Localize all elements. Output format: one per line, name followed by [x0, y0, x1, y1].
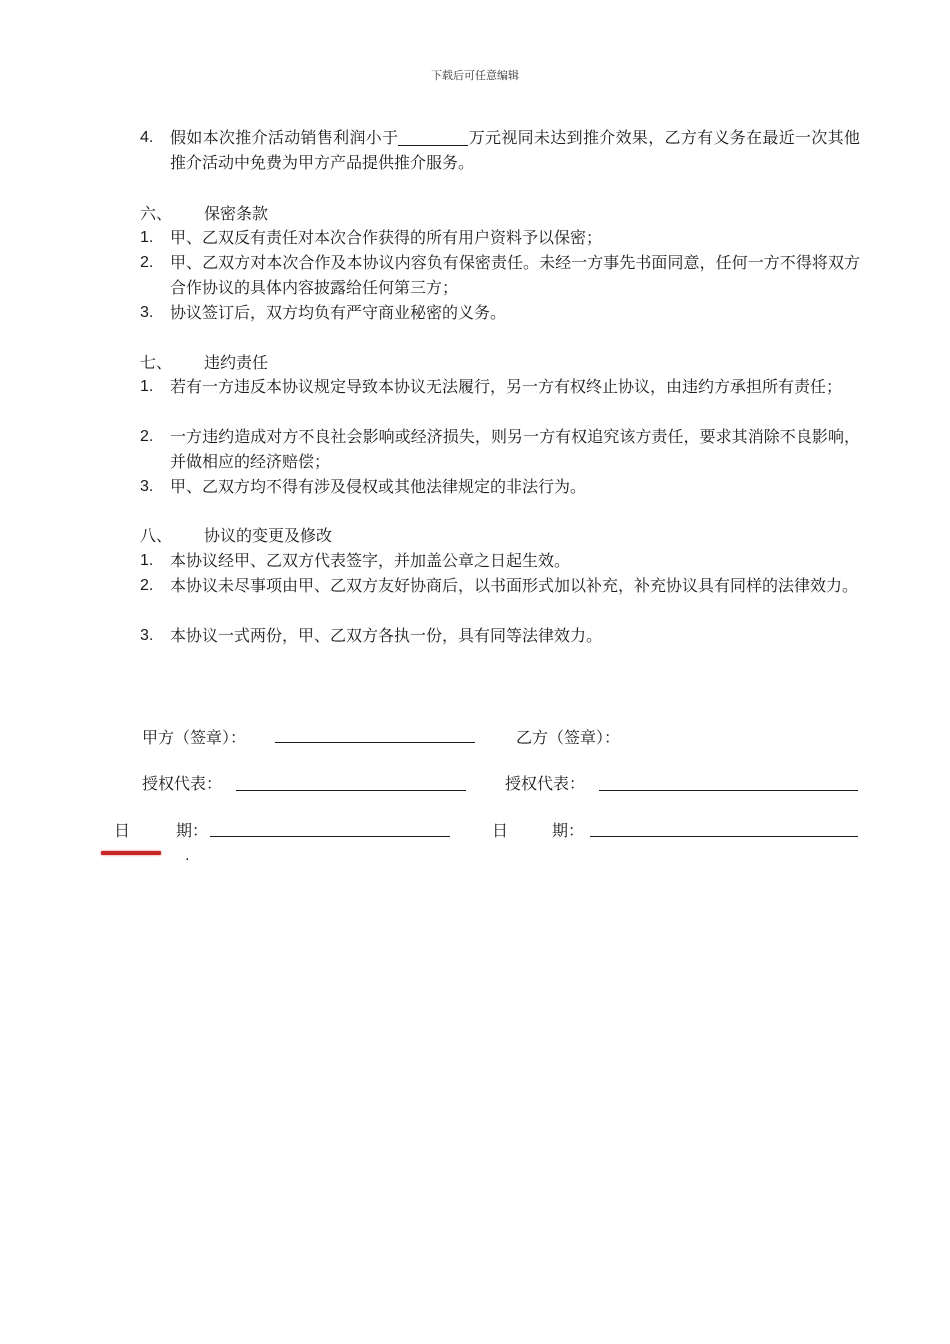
page-header: 下载后可任意编辑	[431, 69, 519, 82]
party-b-date-label-2: 期：	[552, 821, 585, 840]
party-b-seal-label: 乙方（签章）：	[516, 728, 621, 747]
section-heading	[140, 201, 268, 226]
party-a-date-label-1: 日	[114, 821, 131, 840]
list-item: 1. 本协议经甲、乙双方代表签字，并加盖公章之日起生效。	[140, 551, 571, 570]
section-heading	[140, 350, 268, 375]
list-item: 1. 若有一方违反本协议规定导致本协议无法履行，另一方有权终止协议，由违约方承担所有责任；	[140, 377, 843, 396]
party-a-date-line[interactable]	[210, 836, 450, 837]
list-item: 2. 一方违约造成对方不良社会影响或经济损失，则另一方有权追究该方责任，要求其消除不良影响，并做相应的经济赔偿；	[140, 427, 860, 471]
section-number: 六、	[140, 204, 173, 223]
list-item: 1. 甲、乙双反有责任对本次合作获得的所有用户资料予以保密；	[140, 228, 603, 247]
party-a-seal-line[interactable]	[275, 742, 475, 743]
list-item: 2. 本协议未尽事项由甲、乙双方友好协商后，以书面形式加以补充，补充协议具有同样的法律效力。	[140, 576, 859, 595]
party-a-seal-label: 甲方（签章）：	[142, 728, 247, 747]
list-item: 3. 甲、乙双方均不得有涉及侵权或其他法律规定的非法行为。	[140, 477, 587, 496]
party-b-rep-label: 授权代表：	[505, 774, 586, 793]
section-number: 七、	[140, 353, 173, 372]
party-a-rep-label: 授权代表：	[142, 774, 223, 793]
item-text: 假如本次推介活动销售利润小于 万元视同未达到推介效果，乙方有义务在最近一次其他推介活动中免费为甲方产品提供推介服务。	[170, 128, 860, 172]
list-item	[140, 125, 860, 175]
party-a-date-label-2: 期：	[176, 821, 209, 840]
section-title: 保密条款	[204, 204, 269, 223]
item-number: 4.	[140, 129, 154, 146]
party-b-date-line[interactable]	[590, 836, 858, 837]
list-item: 3. 本协议一式两份，甲、乙双方各执一份，具有同等法律效力。	[140, 626, 603, 645]
fill-blank	[398, 127, 468, 146]
section-title: 违约责任	[204, 353, 269, 372]
section-number: 八、	[140, 526, 173, 545]
party-b-rep-line[interactable]	[599, 790, 858, 791]
list-item: 3. 协议签订后，双方均负有严守商业秘密的义务。	[140, 303, 507, 322]
section-title: 协议的变更及修改	[204, 526, 333, 545]
red-mark	[101, 851, 161, 855]
party-b-date-label-1: 日	[492, 821, 509, 840]
section-heading	[140, 523, 332, 548]
trailing-dot: .	[185, 848, 190, 864]
party-a-rep-line[interactable]	[236, 790, 466, 791]
list-item: 2. 甲、乙双方对本次合作及本协议内容负有保密责任。未经一方事先书面同意，任何一方不得将双方合作协议的具体内容披露给任何第三方；	[140, 253, 860, 297]
